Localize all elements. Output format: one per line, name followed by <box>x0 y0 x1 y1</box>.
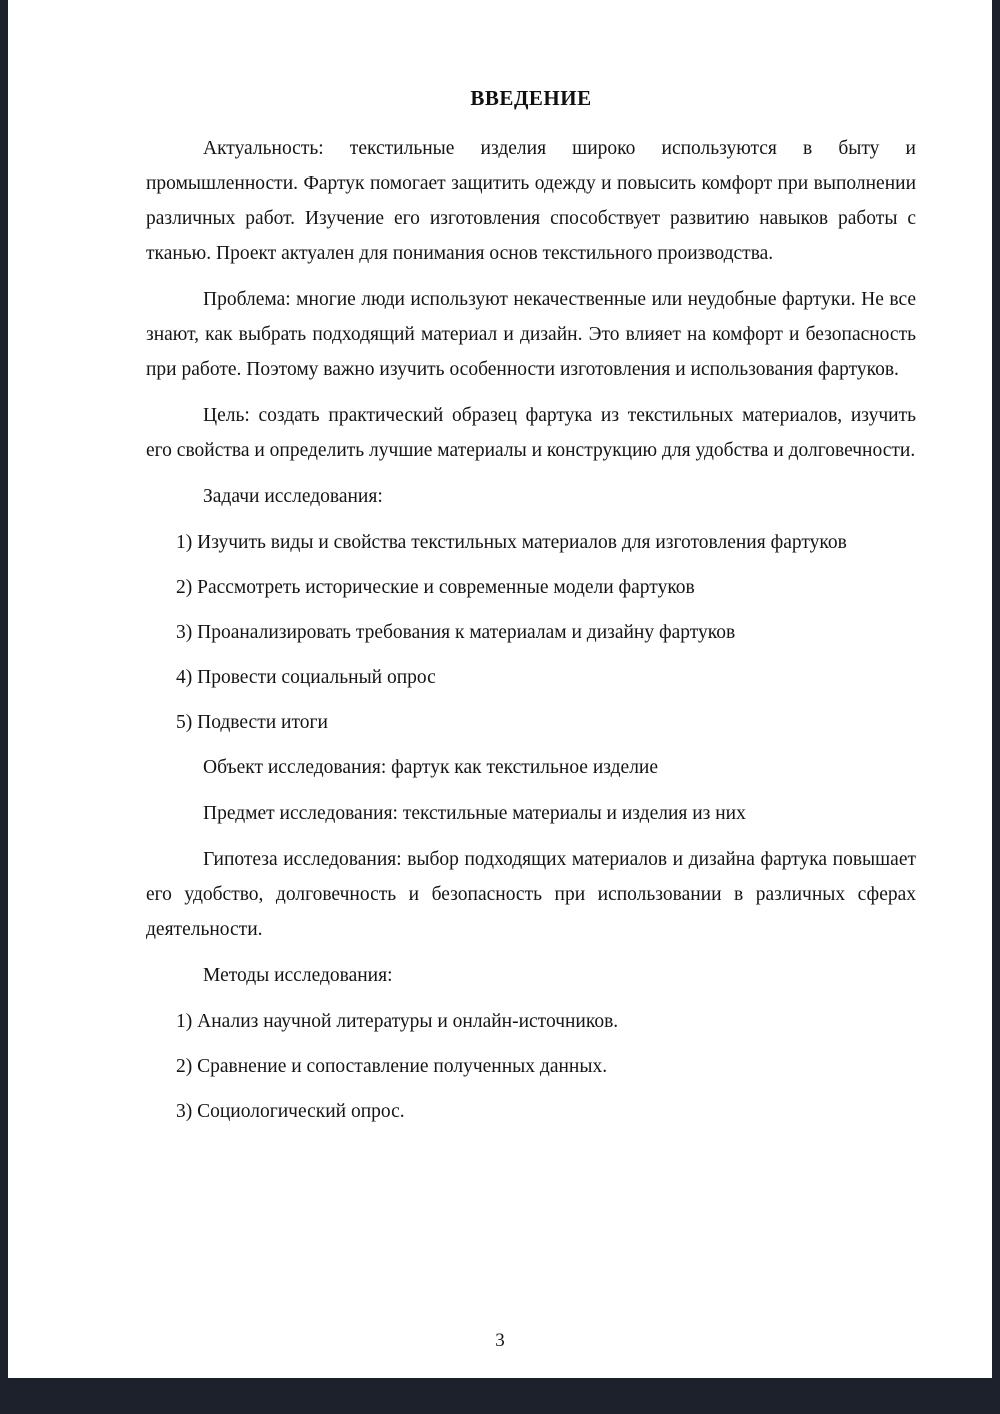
paragraph-subject: Предмет исследования: текстильные материалы и изделия из них <box>203 803 746 824</box>
task-item-3: 3) Проанализировать требования к материалам и дизайну фартуков <box>176 622 736 643</box>
paragraph-hypothesis: Гипотеза исследования: выбор подходящих материалов и дизайна фартука повышает его удобство, долговечность и безопасность при использовании в различных сферах деятельности. <box>146 849 916 940</box>
document-page <box>8 0 992 1378</box>
task-item-1: 1) Изучить виды и свойства текстильных материалов для изготовления фартуков <box>176 532 847 553</box>
method-item-3: 3) Социологический опрос. <box>176 1101 405 1122</box>
page-title: ВВЕДЕНИЕ <box>470 86 592 110</box>
task-item-2: 2) Рассмотреть исторические и современные модели фартуков <box>176 577 695 598</box>
methods-heading: Методы исследования: <box>203 965 393 986</box>
method-item-2: 2) Сравнение и сопоставление полученных данных. <box>176 1056 608 1077</box>
paragraph-goal: Цель: создать практический образец фартука из текстильных материалов, изучить его свойства и определить лучшие материалы и конструкцию для удобства и долговечности. <box>146 405 916 461</box>
tasks-heading: Задачи исследования: <box>203 486 383 507</box>
paragraph-relevance: Актуальность: текстильные изделия широко используются в быту и промышленности. Фартук помогает защитить одежду и повысить комфорт при выполнении различных работ. Изучение его изготовления способствует развитию навыков работы с тканью. Проект актуален для понимания основ текстильного производства. <box>146 138 916 264</box>
task-item-4: 4) Провести социальный опрос <box>176 667 436 688</box>
paragraph-problem: Проблема: многие люди используют некачественные или неудобные фартуки. Не все знают, как выбрать подходящий материал и дизайн. Это влияет на комфорт и безопасность при работе. Поэтому важно изучить особенности изготовления и использования фартуков. <box>146 289 916 380</box>
task-item-5: 5) Подвести итоги <box>176 712 328 733</box>
method-item-1: 1) Анализ научной литературы и онлайн-источников. <box>176 1011 619 1032</box>
page-number: 3 <box>495 1330 505 1351</box>
paragraph-object: Объект исследования: фартук как текстильное изделие <box>203 757 659 778</box>
